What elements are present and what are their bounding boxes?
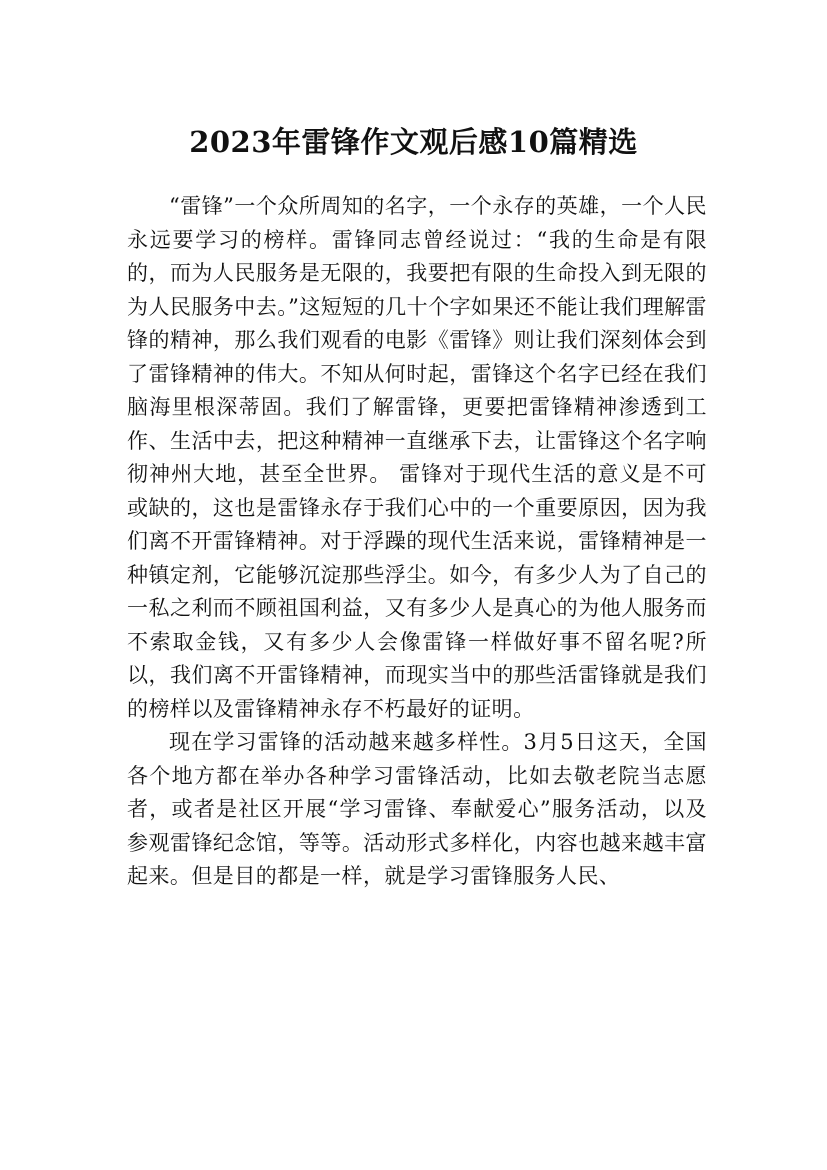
paragraph-1: “雷锋”一个众所周知的名字，一个永存的英雄，一个人民永远要学习的榜样。雷锋同志曾经说过：“我的生命是有限的，而为人民服务是无限的，我要把有限的生命投入到无限的为人民服务中去。”这短短的几十个字如果还不能让我们理解雷锋的精神，那么我们观看的电影《雷锋》则让我们深刻体会到了雷锋精神的伟大。不知从何时起，雷锋这个名字已经在我们脑海里根深蒂固。我们了解雷锋，更要把雷锋精神渗透到工作、生活中去，把这种精神一直继承下去，让雷锋这个名字响彻神州大地，甚至全世界。 雷锋对于现代生活的意义是不可或缺的，这也是雷锋永存于我们心中的一个重要原因，因为我们离不开雷锋精神。对于浮躁的现代生活来说，雷锋精神是一种镇定剂，它能够沉淀那些浮尘。如今，有多少人为了自己的一私之利而不顾祖国利益，又有多少人是真心的为他人服务而不索取金钱，又有多少人会像雷锋一样做好事不留名呢?所以，我们离不开雷锋精神，而现实当中的那些活雷锋就是我们的榜样以及雷锋精神永存不朽最好的证明。 xyxy=(127,194,707,721)
paragraph-2: 现在学习雷锋的活动越来越多样性。3月5日这天，全国各个地方都在举办各种学习雷锋活动，比如去敬老院当志愿者，或者是社区开展“学习雷锋、奉献爱心”服务活动，以及参观雷锋纪念馆，等等。活动形式多样化，内容也越来越丰富起来。但是目的都是一样，就是学习雷锋服务人民、 xyxy=(127,730,707,888)
document-title: 2023年雷锋作文观后感10篇精选 xyxy=(189,125,638,160)
document-body xyxy=(127,190,707,894)
